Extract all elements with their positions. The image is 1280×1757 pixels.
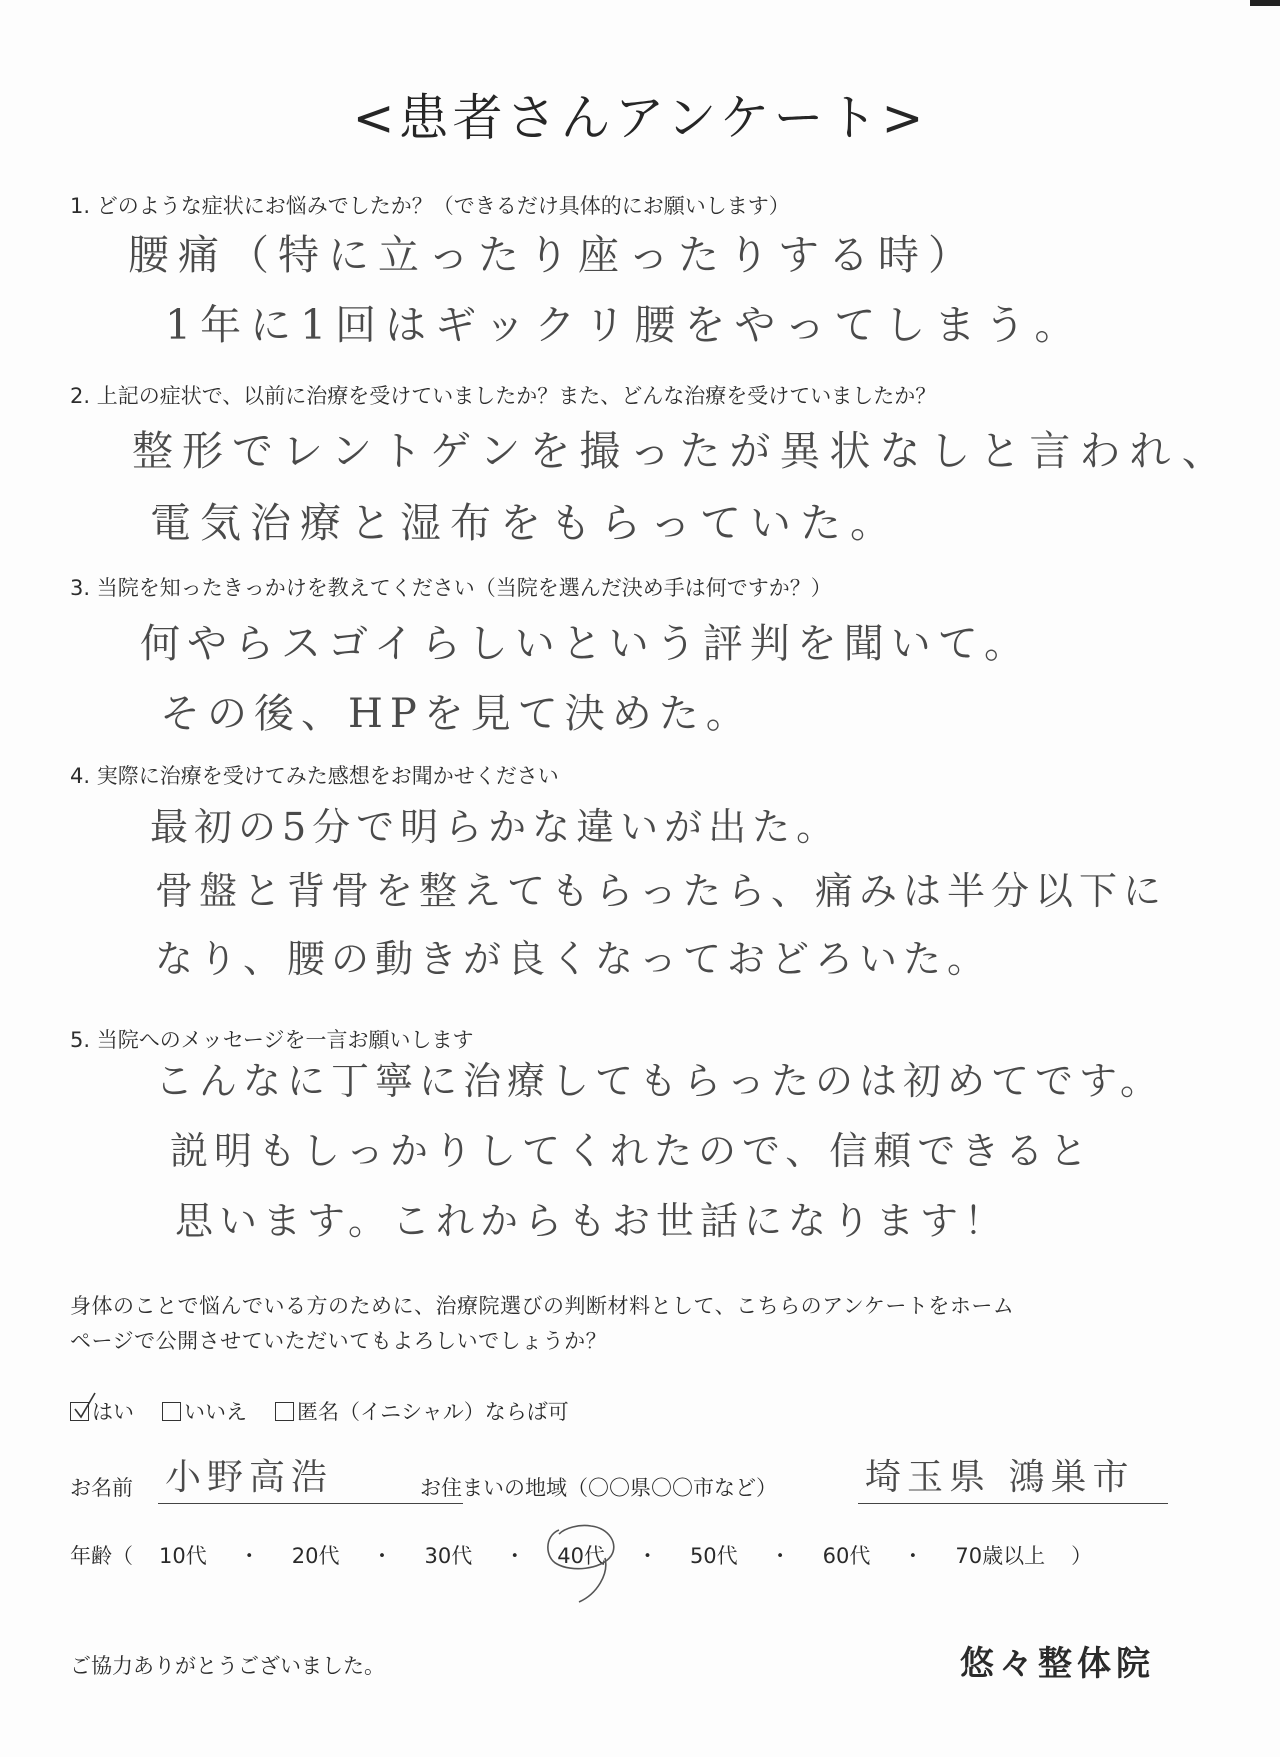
- region-value[interactable]: 埼玉県 鴻巣市: [865, 1457, 1135, 1498]
- age-separator: ・: [238, 1544, 260, 1568]
- name-value[interactable]: 小野高浩: [165, 1457, 334, 1498]
- age-close: ）: [1071, 1544, 1093, 1568]
- age-option-label: 40代: [557, 1544, 605, 1568]
- consent-option-anonymous[interactable]: [275, 1396, 569, 1426]
- age-separator: ・: [902, 1544, 924, 1568]
- age-option-20s[interactable]: 20代: [291, 1544, 340, 1568]
- question-2-answer-line-2: 電気治療と湿布をもらっていた。: [150, 499, 900, 547]
- age-separator: ・: [504, 1544, 526, 1568]
- consent-option-no[interactable]: [162, 1396, 247, 1426]
- age-option-40s[interactable]: [557, 1540, 605, 1570]
- checkbox-icon[interactable]: [162, 1402, 181, 1421]
- age-separator: ・: [371, 1544, 393, 1568]
- region-label: お住まいの地域（〇〇県〇〇市など）: [420, 1476, 777, 1500]
- question-5-answer-line-3: 思います。これからもお世話になります！: [175, 1199, 1008, 1243]
- question-1-answer-line-1: 腰痛（特に立ったり座ったりする時）: [128, 231, 978, 279]
- consent-option-label: 匿名（イニシャル）ならば可: [297, 1400, 569, 1424]
- page-title: <患者さんアンケート>: [352, 89, 928, 147]
- question-2-answer-line-1: 整形でレントゲンを撮ったが異状なしと言われ、: [132, 427, 1232, 475]
- question-1-label: 1. どのような症状にお悩みでしたか？（できるだけ具体的にお願いします）: [70, 194, 790, 218]
- question-5-answer-line-2: 説明もしっかりしてくれたので、信頼できると: [170, 1129, 1094, 1173]
- question-5-label: 5. 当院へのメッセージを一言お願いします: [70, 1028, 474, 1052]
- name-label: お名前: [70, 1476, 133, 1500]
- question-4-label: 4. 実際に治療を受けてみた感想をお聞かせください: [70, 764, 559, 788]
- name-underline: [158, 1503, 463, 1504]
- check-mark-icon: [73, 1391, 99, 1421]
- question-1-answer-line-2: 1年に1回はギックリ腰をやってしまう。: [165, 301, 1085, 349]
- question-4-answer-line-1: 最初の5分で明らかな違いが出た。: [150, 805, 841, 849]
- question-3-answer-line-1: 何やらスゴイらしいという評判を聞いて。: [140, 621, 1031, 667]
- clinic-stamp: 悠々整体院: [960, 1644, 1155, 1684]
- question-4-answer-line-3: なり、腰の動きが良くなっておどろいた。: [155, 937, 992, 981]
- age-option-30s[interactable]: 30代: [424, 1544, 473, 1568]
- consent-option-label: はい: [92, 1400, 134, 1424]
- age-row: [70, 1540, 1092, 1570]
- age-separator: ・: [769, 1544, 791, 1568]
- age-label: 年齢（: [70, 1544, 133, 1568]
- region-underline: [858, 1503, 1168, 1504]
- consent-text-line-1: 身体のことで悩んでいる方のために、治療院選びの判断材料として、こちらのアンケートをホーム: [70, 1294, 1015, 1318]
- consent-option-label: いいえ: [184, 1400, 247, 1424]
- age-option-60s[interactable]: 60代: [822, 1544, 871, 1568]
- question-3-answer-line-2: その後、HPを見て決めた。: [160, 691, 753, 737]
- consent-text-line-2: ページで公開させていただいてもよろしいでしょうか？: [70, 1329, 608, 1353]
- question-4-answer-line-2: 骨盤と背骨を整えてもらったら、痛みは半分以下に: [155, 869, 1168, 913]
- scan-edge-mark: [1250, 0, 1280, 6]
- age-option-50s[interactable]: 50代: [689, 1544, 738, 1568]
- question-3-label: 3. 当院を知ったきっかけを教えてください（当院を選んだ決め手は何ですか？）: [70, 576, 832, 600]
- question-5-answer-line-1: こんなに丁寧に治療してもらったのは初めてです。: [155, 1059, 1164, 1103]
- question-2-label: 2. 上記の症状で、以前に治療を受けていましたか？また、どんな治療を受けていましたか？: [70, 384, 937, 408]
- age-separator: ・: [636, 1544, 658, 1568]
- checkbox-checked-icon[interactable]: [70, 1402, 89, 1421]
- age-option-10s[interactable]: 10代: [159, 1544, 207, 1568]
- consent-options: [70, 1396, 569, 1426]
- consent-option-yes[interactable]: [70, 1396, 134, 1426]
- checkbox-icon[interactable]: [275, 1402, 294, 1421]
- name-region-row: [70, 1457, 1170, 1512]
- age-option-70plus[interactable]: 70歳以上: [955, 1544, 1046, 1568]
- thanks-text: ご協力ありがとうございました。: [70, 1654, 385, 1678]
